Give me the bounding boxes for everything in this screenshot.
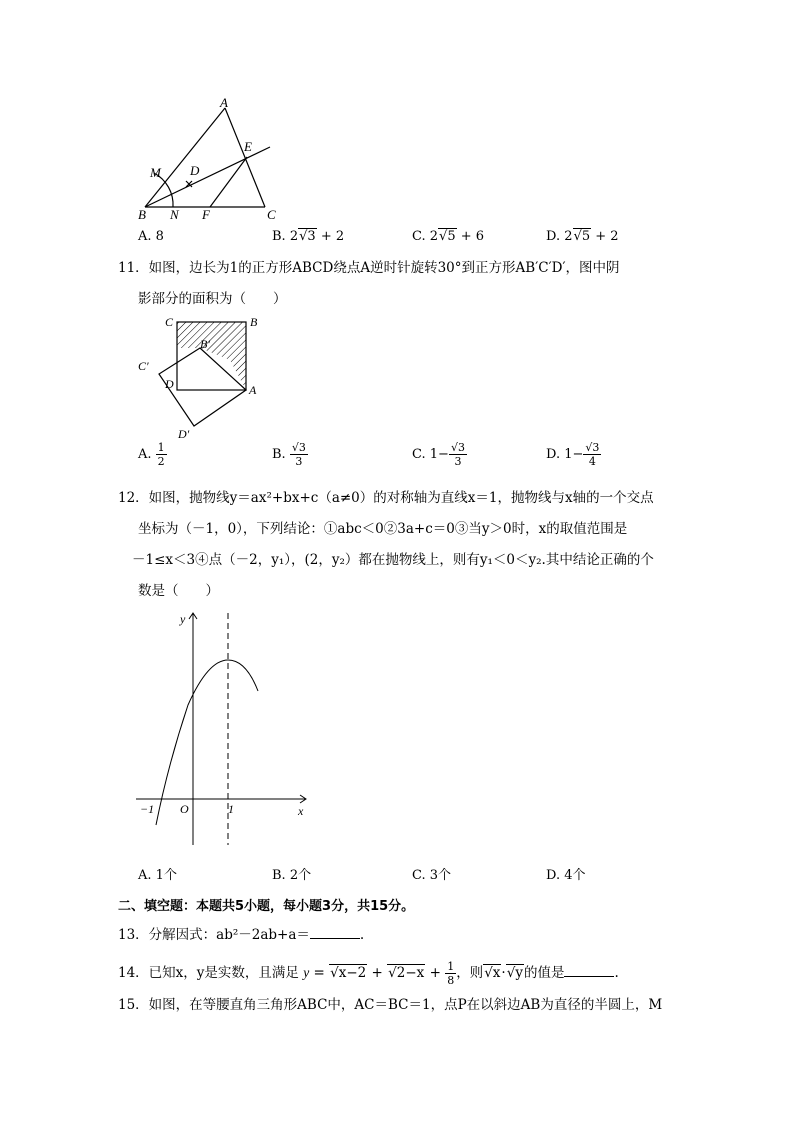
tick-1: 1 xyxy=(228,802,234,816)
q12-option-c[interactable]: C. 3个 xyxy=(412,868,452,883)
label-m: M xyxy=(150,165,161,180)
q10-option-b[interactable]: B. 2√3 + 2 xyxy=(272,229,345,244)
section-heading: 二、填空题：本题共5小题，每小题3分，共15分。 xyxy=(118,899,415,914)
square-rotation-figure xyxy=(132,312,272,442)
parabola-graph xyxy=(128,605,328,855)
axis-y-label: y xyxy=(180,612,186,626)
q12-line2: 坐标为（－1，0），下列结论：①abc＜0②3a+c＝0③当y＞0时，x的取值范围是 xyxy=(138,521,628,537)
label-c-prime: C′ xyxy=(138,359,149,373)
q12-line4: 数是（ ） xyxy=(138,583,219,599)
q14-answer-blank[interactable] xyxy=(564,964,614,977)
q11-line2: 影部分的面积为（ ） xyxy=(138,291,287,307)
q10-option-a[interactable]: A. 8 xyxy=(138,229,164,244)
axis-x-label: x xyxy=(298,804,304,818)
q11-line1: 11．如图，边长为1的正方形ABCD绕点A逆时针旋转30°到正方形AB′C′D′，图中阴 xyxy=(118,260,620,276)
label-e: E xyxy=(244,139,252,154)
label-b-prime: B′ xyxy=(200,337,210,351)
label-a: A xyxy=(249,383,257,397)
q13-answer-blank[interactable] xyxy=(310,926,360,939)
label-b: B xyxy=(138,207,146,222)
label-n: N xyxy=(170,207,179,222)
label-d: D xyxy=(190,163,200,178)
q11-option-d[interactable]: D. 1− $\frac{√3}{4}$ xyxy=(546,441,600,468)
label-a: A xyxy=(220,95,228,110)
q14-text: 14．已知x，y是实数，且满足 y = √x−2 + √2−x + $\frac{1}{8}$ ，则√x·√y的值是 . xyxy=(118,960,619,987)
q11-option-c[interactable]: C. 1− $\frac{√3}{3}$ xyxy=(412,441,465,468)
q12-option-d[interactable]: D. 4个 xyxy=(546,868,586,883)
origin-label: O xyxy=(180,802,189,816)
q10-option-c[interactable]: C. 2√5 + 6 xyxy=(412,229,485,244)
q11-option-b[interactable]: B. $\frac{√3}{3}$ xyxy=(272,441,306,468)
q13-text: 13．分解因式：ab²－2ab+a＝ . xyxy=(118,927,365,943)
label-b: B xyxy=(250,315,258,329)
q12-line3: －1≤x＜3④点（－2，y₁），(2，y₂）都在抛物线上，则有y₁＜0＜y₂.其中结论正确的个 xyxy=(132,552,654,568)
label-f: F xyxy=(202,207,210,222)
label-c: C xyxy=(165,315,174,329)
q15-text: 15．如图，在等腰直角三角形ABC中，AC＝BC＝1，点P在以斜边AB为直径的半圆上，M xyxy=(118,997,663,1013)
label-d: D xyxy=(165,377,174,391)
tick-minus1: −1 xyxy=(140,802,155,816)
q12-option-a[interactable]: A. 1个 xyxy=(138,868,177,883)
label-c: C xyxy=(267,207,276,222)
q11-option-a[interactable]: A. $\frac{1}{2}$ xyxy=(138,441,165,468)
triangle-figure xyxy=(130,95,290,225)
q12-line1: 12．如图，抛物线y＝ax²+bx+c（a≠0）的对称轴为直线x＝1，抛物线与x轴的一个交点 xyxy=(118,490,654,506)
q10-option-d[interactable]: D. 2√5 + 2 xyxy=(546,229,619,244)
label-d-prime: D′ xyxy=(178,427,190,441)
q12-option-b[interactable]: B. 2个 xyxy=(272,868,312,883)
